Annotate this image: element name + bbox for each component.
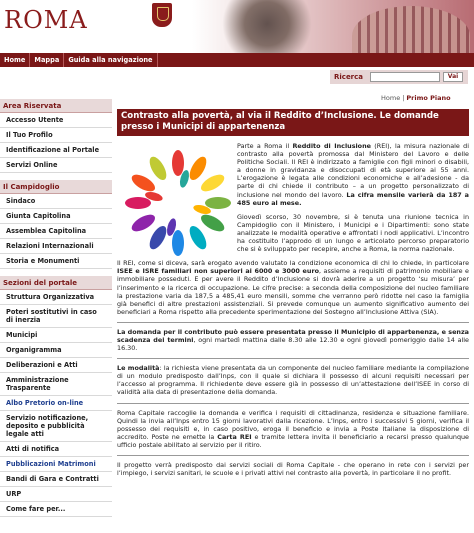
nav-mappa[interactable]: Mappa <box>30 53 64 67</box>
sidebar-item-storia[interactable]: Storia e Monumenti <box>0 254 112 269</box>
paragraph-7: Il progetto verrà predisposto dai servizi sociali di Roma Capitale - che operano in rete con i servizi per l’impiego, i servizi sanitari, le scuole e i privati attivi nel contrasto alla povertà, in particolare il no profit. <box>117 461 469 478</box>
breadcrumb-separator: | <box>402 94 405 102</box>
sidebar-item-bandi[interactable]: Bandi di Gara e Contratti <box>0 472 112 487</box>
top-nav <box>0 53 474 67</box>
sidebar-item-deliberazioni[interactable]: Deliberazioni e Atti <box>0 358 112 373</box>
article-intro <box>237 142 469 253</box>
sidebar-item-struttura[interactable]: Struttura Organizzativa <box>0 290 112 305</box>
sidebar-item-atti-notifica[interactable]: Atti di notifica <box>0 442 112 457</box>
sidebar-item-profilo[interactable]: Il Tuo Profilo <box>0 128 112 143</box>
search-box <box>330 70 468 84</box>
sidebar-item-matrimoni[interactable]: Pubblicazioni Matrimoni <box>0 457 112 472</box>
divider <box>117 358 469 359</box>
sidebar-item-trasparente[interactable]: Amministrazione Trasparente <box>0 373 112 396</box>
breadcrumb-current[interactable]: Primo Piano <box>406 94 451 102</box>
circle-of-hands-image <box>119 144 237 262</box>
sidebar-item-urp[interactable]: URP <box>0 487 112 502</box>
sidebar-item-identificazione[interactable]: Identificazione al Portale <box>0 143 112 158</box>
paragraph-3: Il REI, come si diceva, sarà erogato avendo valutato la condizione economica di chi lo chiede, in particolare ISEE e ISRE familiari non superiori ai 6000 e 3000 euro, assieme a requisiti di patrimonio mobiliare e immobiliare posseduti. E per avere il Reddito d’Inclusione si dovrà aderire a un progetto ‘su misura’ per l’inserimento e la ricerca di occupazione. Le cifre precise: a seconda della composizione del nucleo familiare la prestazione varia da 187,5 a 485,41 euro mensili, somme che verranno però ridotte nel caso la famiglia già benefici di altre prestazioni assistenziali. Si prevede comunque un aumento significativo aumento dei beneficiari a Roma rispetto alla precedente sperimentazione del Sostegno all’Inclusione Attiva (SIA). <box>117 259 469 316</box>
sidebar-item-organigramma[interactable]: Organigramma <box>0 343 112 358</box>
site-logo[interactable]: ROMA <box>4 6 88 34</box>
sidebar-item-servizi-online[interactable]: Servizi Online <box>0 158 112 173</box>
divider <box>117 403 469 404</box>
main-content <box>117 109 469 533</box>
search-input[interactable] <box>370 72 440 82</box>
nav-home[interactable]: Home <box>0 53 30 67</box>
sidebar <box>0 99 112 533</box>
sidebar-spacer <box>0 173 112 180</box>
sidebar-heading-sezioni: Sezioni del portale <box>0 276 112 290</box>
sidebar-item-albo[interactable]: Albo Pretorio on-line <box>0 396 112 411</box>
breadcrumb-home[interactable]: Home <box>381 94 401 102</box>
sidebar-item-municipi[interactable]: Municipi <box>0 328 112 343</box>
sidebar-heading-area-riservata: Area Riservata <box>0 99 112 113</box>
search-strip <box>0 67 474 87</box>
paragraph-4: La domanda per il contributo può essere presentata presso il Municipio di appartenenza, e senza scadenza dei termini, ogni martedì mattina dalle 8.30 alle 12.30 e ogni giovedì pomeriggio dalle 14 alle 16.30. <box>117 327 469 353</box>
paragraph-2: Giovedì scorso, 30 novembre, si è tenuta una riunione tecnica in Campidoglio con il Ministero, i Municipi e i Dipartimenti: sono state analizzate le modalità operative e affrontati i nodi applicativi. L’incontro ha costituito l’approdo di un lungo e articolato percorso preparatorio che si è sviluppato per recepire, anche a Roma, la norma nazionale. <box>237 212 469 254</box>
paragraph-6: Roma Capitale raccoglie la domanda e verifica i requisiti di cittadinanza, residenza e situazione familiare. Quindi la invia all’Inps entro 15 giorni lavorativi dalla ricezione. L’Inps, entro i successivi 5 giorni, verifica il possesso dei requisiti e, in caso positivo, eroga il beneficio e invia a Poste Italiane la disposizione di accredito. Poste ne emette la Carta REI e tramite lettera invita il beneficiario a recarsi presso qualunque ufficio postale abilitato al servizio per il ritiro. <box>117 408 469 449</box>
search-label: Ricerca <box>334 73 364 81</box>
paragraph-1: Parte a Roma il Reddito di Inclusione (REI), la misura nazionale di contrasto alla povertà promossa dal Ministero del Lavoro e delle Politiche Sociali. Il REI è indirizzato a famiglie con figli minori o disabili, a donne in gravidanza e disoccupati di età superiore ai 55 anni. L’erogazione è legata alle condizioni economiche e all’adesione - da parte di chi chiede il contributo – a un progetto personalizzato di inclusione nel mondo del lavoro. La cifra mensile varierà da 187 a 485 euro al mese. <box>237 142 469 207</box>
divider <box>117 322 469 323</box>
sidebar-item-notificazione[interactable]: Servizio notificazione, deposito e pubblicità legale atti <box>0 411 112 442</box>
sidebar-item-giunta[interactable]: Giunta Capitolina <box>0 209 112 224</box>
sidebar-item-sindaco[interactable]: Sindaco <box>0 194 112 209</box>
search-button[interactable]: Vai <box>443 72 463 82</box>
article-body <box>117 136 469 477</box>
sidebar-item-come-fare[interactable]: Come fare per... <box>0 502 112 517</box>
nav-guida[interactable]: Guida alla navigazione <box>64 53 157 67</box>
breadcrumb <box>381 94 451 102</box>
sidebar-item-poteri[interactable]: Poteri sostitutivi in caso di inerzia <box>0 305 112 328</box>
paragraph-5: Le modalità: la richiesta viene presentata da un componente del nucleo familiare mediante la compilazione di un modulo predisposto dall’Inps, con il quale si dichiara il possesso di alcuni requisiti necessari per l’accesso al programma. Il richiedente deve essere già in possesso di un’attestazione dell’ISEE in corso di validità alla data di presentazione della domanda. <box>117 364 469 397</box>
article-title: Contrasto alla povertà, al via il Reddito d’Inclusione. Le domande presso i Municipi di appartenenza <box>117 109 469 136</box>
divider <box>117 455 469 456</box>
sidebar-item-relazioni[interactable]: Relazioni Internazionali <box>0 239 112 254</box>
sidebar-item-accesso-utente[interactable]: Accesso Utente <box>0 113 112 128</box>
roma-crest-icon <box>152 3 172 27</box>
sidebar-item-assemblea[interactable]: Assemblea Capitolina <box>0 224 112 239</box>
sidebar-spacer <box>0 269 112 276</box>
sidebar-heading-campidoglio: Il Campidoglio <box>0 180 112 194</box>
